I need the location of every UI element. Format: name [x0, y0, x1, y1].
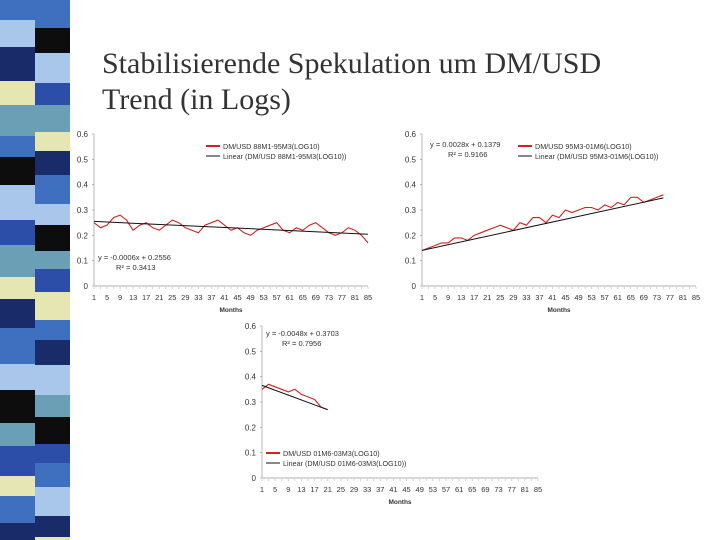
x-tick-label: 5	[104, 293, 110, 302]
x-tick-dot	[224, 288, 225, 289]
y-tick-label: 0.3	[404, 206, 416, 215]
stripe-block	[35, 151, 70, 175]
chart-svg	[238, 320, 548, 510]
x-tick-dot	[165, 288, 166, 289]
stripe-block	[35, 487, 70, 516]
legend	[206, 142, 346, 161]
x-tick-dot	[630, 288, 631, 289]
x-tick-dot	[178, 288, 179, 289]
x-tick-dot	[452, 480, 453, 481]
x-tick-label: 73	[652, 293, 662, 302]
stripe-block	[35, 269, 70, 292]
x-tick-dot	[139, 288, 140, 289]
decorative-stripe	[0, 0, 70, 540]
x-axis-label: Months	[547, 307, 571, 314]
x-tick-label: 17	[310, 485, 319, 494]
x-tick-dot	[159, 288, 160, 289]
x-tick-dot	[518, 480, 519, 481]
trend-equation: y = 0.0028x + 0.1379	[430, 140, 501, 149]
x-tick-dot	[380, 480, 381, 481]
stripe-block	[35, 292, 70, 320]
x-tick-dot	[487, 288, 488, 289]
x-tick-label: 57	[441, 485, 451, 494]
x-tick-dot	[361, 288, 362, 289]
x-tick-dot	[559, 288, 560, 289]
stripe-block	[35, 417, 70, 444]
x-tick-label: 49	[415, 485, 424, 494]
x-tick-dot	[100, 288, 101, 289]
x-tick-dot	[604, 288, 605, 289]
stripe-block	[35, 463, 70, 487]
x-axis-label: Months	[388, 499, 412, 506]
x-tick-dot	[327, 480, 328, 481]
trend-line	[94, 221, 368, 234]
x-tick-dot	[211, 288, 212, 289]
x-tick-dot	[340, 480, 341, 481]
x-tick-label: 73	[494, 485, 503, 494]
x-tick-dot	[432, 480, 433, 481]
r-squared-label: R² = 0.3413	[116, 263, 156, 272]
x-tick-label: 41	[548, 293, 557, 302]
x-tick-dot	[669, 288, 670, 289]
x-tick-dot	[296, 288, 297, 289]
legend-label: Linear (DM/USD 95M3-01M6(LOG10))	[535, 152, 659, 161]
x-tick-dot	[493, 288, 494, 289]
x-tick-dot	[289, 288, 290, 289]
x-tick-label: 29	[509, 293, 518, 302]
y-tick-label: 0.5	[404, 155, 416, 165]
r-squared-label: R² = 0.9166	[448, 150, 488, 159]
x-tick-dot	[524, 480, 525, 481]
x-tick-dot	[237, 288, 238, 289]
x-tick-label: 37	[376, 485, 385, 494]
x-tick-dot	[478, 480, 479, 481]
x-tick-dot	[400, 480, 401, 481]
x-tick-label: 5	[273, 485, 278, 494]
x-tick-dot	[322, 288, 323, 289]
x-tick-dot	[572, 288, 573, 289]
y-tick-label: 0.1	[404, 256, 416, 266]
x-tick-label: 61	[285, 293, 294, 302]
x-tick-label: 61	[454, 485, 464, 494]
y-tick-label: 0	[411, 282, 416, 291]
stripe-block	[35, 516, 70, 537]
x-tick-dot	[354, 288, 355, 289]
y-tick-label: 0.1	[244, 448, 256, 458]
x-tick-label: 45	[233, 293, 242, 302]
x-tick-dot	[302, 288, 303, 289]
x-tick-dot	[539, 288, 540, 289]
x-tick-label: 17	[470, 293, 479, 302]
x-tick-label: 9	[446, 293, 451, 302]
x-tick-dot	[480, 288, 481, 289]
x-tick-label: 13	[297, 485, 306, 494]
x-tick-label: 49	[246, 293, 255, 302]
x-tick-label: 41	[220, 293, 229, 302]
x-tick-dot	[270, 288, 271, 289]
legend	[266, 449, 406, 468]
y-tick-label: 0.4	[404, 180, 416, 190]
slide-title-line-1: Stabilisierende Spekulation um DM/USD	[102, 47, 602, 80]
x-tick-dot	[461, 288, 462, 289]
stripe-block	[35, 320, 70, 340]
x-tick-label: 37	[535, 293, 544, 302]
x-tick-dot	[511, 480, 512, 481]
y-tick-label: 0.2	[244, 423, 256, 433]
x-tick-dot	[198, 288, 199, 289]
x-tick-dot	[406, 480, 407, 481]
x-tick-dot	[552, 288, 553, 289]
x-tick-dot	[185, 288, 186, 289]
x-tick-dot	[459, 480, 460, 481]
x-tick-dot	[663, 288, 664, 289]
x-tick-label: 65	[626, 293, 635, 302]
x-tick-label: 21	[483, 293, 492, 302]
x-tick-dot	[578, 288, 579, 289]
stripe-block	[35, 175, 70, 204]
x-tick-dot	[422, 288, 423, 289]
x-tick-dot	[217, 288, 218, 289]
series-line	[94, 215, 368, 243]
x-tick-dot	[426, 480, 427, 481]
x-tick-dot	[244, 288, 245, 289]
x-tick-dot	[257, 288, 258, 289]
x-tick-label: 65	[468, 485, 477, 494]
x-tick-dot	[585, 288, 586, 289]
x-tick-label: 61	[613, 293, 622, 302]
x-tick-dot	[492, 480, 493, 481]
x-tick-dot	[637, 288, 638, 289]
x-tick-dot	[146, 288, 147, 289]
x-tick-dot	[565, 288, 566, 289]
x-tick-dot	[506, 288, 507, 289]
x-tick-dot	[441, 288, 442, 289]
chart-svg	[68, 128, 378, 318]
x-tick-dot	[435, 288, 436, 289]
x-tick-label: 5	[432, 293, 438, 302]
x-tick-dot	[474, 288, 475, 289]
x-tick-dot	[263, 288, 264, 289]
x-tick-dot	[281, 480, 282, 481]
x-tick-dot	[498, 480, 499, 481]
x-tick-dot	[696, 288, 697, 289]
y-tick-label: 0.6	[404, 130, 416, 139]
x-tick-label: 25	[496, 293, 505, 302]
x-tick-label: 77	[337, 293, 347, 302]
x-tick-dot	[472, 480, 473, 481]
trend-line	[422, 198, 663, 251]
y-tick-label: 0	[83, 282, 88, 291]
x-tick-dot	[465, 480, 466, 481]
x-tick-label: 9	[118, 293, 123, 302]
x-tick-dot	[650, 288, 651, 289]
r-squared-label: R² = 0.7956	[282, 339, 322, 348]
slide-title-line-2: Trend (in Logs)	[102, 83, 291, 116]
stripe-block	[35, 83, 70, 105]
x-tick-label: 81	[520, 485, 530, 494]
stripe-block	[35, 444, 70, 463]
x-tick-dot	[454, 288, 455, 289]
x-tick-dot	[283, 288, 284, 289]
x-tick-dot	[347, 480, 348, 481]
y-tick-label: 0.5	[76, 155, 88, 165]
x-tick-dot	[368, 288, 369, 289]
x-tick-dot	[262, 480, 263, 481]
legend-label: DM/USD 95M3-01M6(LOG10)	[535, 142, 632, 151]
chart-1995-2001	[396, 128, 706, 318]
x-tick-dot	[519, 288, 520, 289]
y-tick-label: 0.3	[244, 398, 256, 407]
stripe-block	[35, 225, 70, 251]
x-tick-dot	[335, 288, 336, 289]
x-tick-dot	[301, 480, 302, 481]
x-tick-dot	[500, 288, 501, 289]
x-tick-label: 21	[155, 293, 164, 302]
x-tick-dot	[354, 480, 355, 481]
y-tick-label: 0.6	[244, 322, 256, 331]
x-tick-label: 69	[481, 485, 490, 494]
x-tick-label: 69	[311, 293, 320, 302]
x-tick-label: 77	[665, 293, 675, 302]
x-tick-dot	[624, 288, 625, 289]
chart-svg	[396, 128, 706, 318]
x-tick-dot	[545, 288, 546, 289]
x-tick-dot	[309, 288, 310, 289]
stripe-block	[35, 8, 70, 28]
x-tick-dot	[152, 288, 153, 289]
slide-title	[102, 46, 702, 118]
stripe-block	[35, 204, 70, 225]
x-tick-dot	[314, 480, 315, 481]
x-tick-dot	[505, 480, 506, 481]
x-tick-dot	[308, 480, 309, 481]
x-tick-dot	[386, 480, 387, 481]
x-tick-label: 13	[456, 293, 466, 302]
x-tick-label: 41	[389, 485, 398, 494]
y-tick-label: 0.5	[244, 347, 256, 357]
x-tick-dot	[191, 288, 192, 289]
x-tick-label: 65	[298, 293, 307, 302]
x-tick-label: 81	[350, 293, 360, 302]
x-tick-dot	[439, 480, 440, 481]
y-tick-label: 0.4	[244, 372, 256, 382]
stripe-block	[35, 395, 70, 417]
stripe-block	[35, 28, 70, 53]
x-axis-label: Months	[219, 307, 243, 314]
x-tick-label: 33	[194, 293, 203, 302]
y-tick-label: 0.6	[76, 130, 88, 139]
x-tick-dot	[231, 288, 232, 289]
y-tick-label: 0.4	[76, 180, 88, 190]
x-tick-label: 1	[419, 293, 425, 302]
x-tick-dot	[107, 288, 108, 289]
x-tick-label: 57	[272, 293, 281, 302]
x-tick-dot	[526, 288, 527, 289]
x-tick-dot	[334, 480, 335, 481]
x-tick-dot	[120, 288, 121, 289]
x-tick-label: 25	[336, 485, 346, 494]
y-tick-label: 0.2	[76, 231, 88, 241]
x-tick-dot	[643, 288, 644, 289]
stripe-block	[35, 251, 70, 269]
x-tick-dot	[485, 480, 486, 481]
x-tick-dot	[328, 288, 329, 289]
x-tick-dot	[591, 288, 592, 289]
stripe-block	[35, 53, 70, 83]
x-tick-label: 69	[639, 293, 648, 302]
x-tick-label: 85	[691, 293, 701, 302]
x-tick-dot	[531, 480, 532, 481]
x-tick-dot	[321, 480, 322, 481]
x-tick-dot	[276, 288, 277, 289]
chart-2001-2003	[238, 320, 548, 510]
legend-label: DM/USD 01M6-03M3(LOG10)	[283, 449, 380, 458]
legend-label: Linear (DM/USD 01M6-03M3(LOG10))	[283, 459, 407, 468]
x-tick-label: 49	[574, 293, 583, 302]
x-tick-dot	[676, 288, 677, 289]
x-tick-label: 1	[91, 293, 97, 302]
x-tick-label: 9	[286, 485, 291, 494]
x-tick-dot	[538, 480, 539, 481]
x-tick-dot	[413, 480, 414, 481]
x-tick-dot	[172, 288, 173, 289]
x-tick-label: 17	[142, 293, 151, 302]
x-tick-dot	[419, 480, 420, 481]
y-tick-label: 0	[251, 474, 256, 483]
x-tick-dot	[373, 480, 374, 481]
x-tick-dot	[656, 288, 657, 289]
x-tick-dot	[513, 288, 514, 289]
x-tick-dot	[113, 288, 114, 289]
trend-equation: y = -0.0048x + 0.3703	[266, 329, 339, 338]
chart-1988-1995	[68, 128, 378, 318]
x-tick-label: 53	[259, 293, 268, 302]
legend-label: Linear (DM/USD 88M1-95M3(LOG10))	[223, 152, 347, 161]
stripe-block	[35, 105, 70, 132]
y-tick-label: 0.1	[76, 256, 88, 266]
x-tick-dot	[341, 288, 342, 289]
x-tick-dot	[393, 480, 394, 481]
x-tick-label: 85	[533, 485, 543, 494]
x-tick-label: 13	[128, 293, 138, 302]
x-tick-label: 33	[522, 293, 531, 302]
x-tick-dot	[446, 480, 447, 481]
x-tick-dot	[367, 480, 368, 481]
x-tick-dot	[294, 480, 295, 481]
x-tick-dot	[268, 480, 269, 481]
x-tick-dot	[467, 288, 468, 289]
x-tick-dot	[126, 288, 127, 289]
x-tick-dot	[360, 480, 361, 481]
x-tick-dot	[94, 288, 95, 289]
x-tick-dot	[617, 288, 618, 289]
x-tick-label: 73	[324, 293, 334, 302]
x-tick-dot	[689, 288, 690, 289]
x-tick-label: 21	[323, 485, 332, 494]
x-tick-dot	[204, 288, 205, 289]
x-tick-dot	[133, 288, 134, 289]
x-tick-label: 53	[587, 293, 596, 302]
x-tick-dot	[315, 288, 316, 289]
x-tick-label: 53	[428, 485, 438, 494]
x-tick-label: 45	[561, 293, 570, 302]
stripe-block	[35, 132, 70, 151]
legend-label: DM/USD 88M1-95M3(LOG10)	[223, 142, 320, 151]
x-tick-dot	[682, 288, 683, 289]
y-tick-label: 0.2	[404, 231, 416, 241]
x-tick-dot	[611, 288, 612, 289]
x-tick-label: 1	[259, 485, 265, 494]
x-tick-label: 25	[168, 293, 177, 302]
x-tick-label: 85	[363, 293, 373, 302]
x-tick-label: 33	[362, 485, 372, 494]
x-tick-dot	[448, 288, 449, 289]
x-tick-dot	[428, 288, 429, 289]
legend	[518, 142, 658, 161]
x-tick-dot	[598, 288, 599, 289]
x-tick-label: 77	[507, 485, 516, 494]
x-tick-dot	[250, 288, 251, 289]
x-tick-dot	[532, 288, 533, 289]
x-tick-label: 57	[600, 293, 609, 302]
x-tick-dot	[348, 288, 349, 289]
stripe-block	[35, 340, 70, 365]
trend-equation: y = -0.0006x + 0.2556	[98, 253, 171, 262]
x-tick-label: 45	[402, 485, 411, 494]
x-tick-dot	[288, 480, 289, 481]
stripe-block	[35, 365, 70, 395]
x-tick-dot	[275, 480, 276, 481]
y-tick-label: 0.3	[76, 206, 88, 215]
x-tick-label: 81	[678, 293, 688, 302]
x-tick-label: 37	[207, 293, 216, 302]
x-tick-label: 29	[181, 293, 190, 302]
x-tick-label: 29	[349, 485, 359, 494]
